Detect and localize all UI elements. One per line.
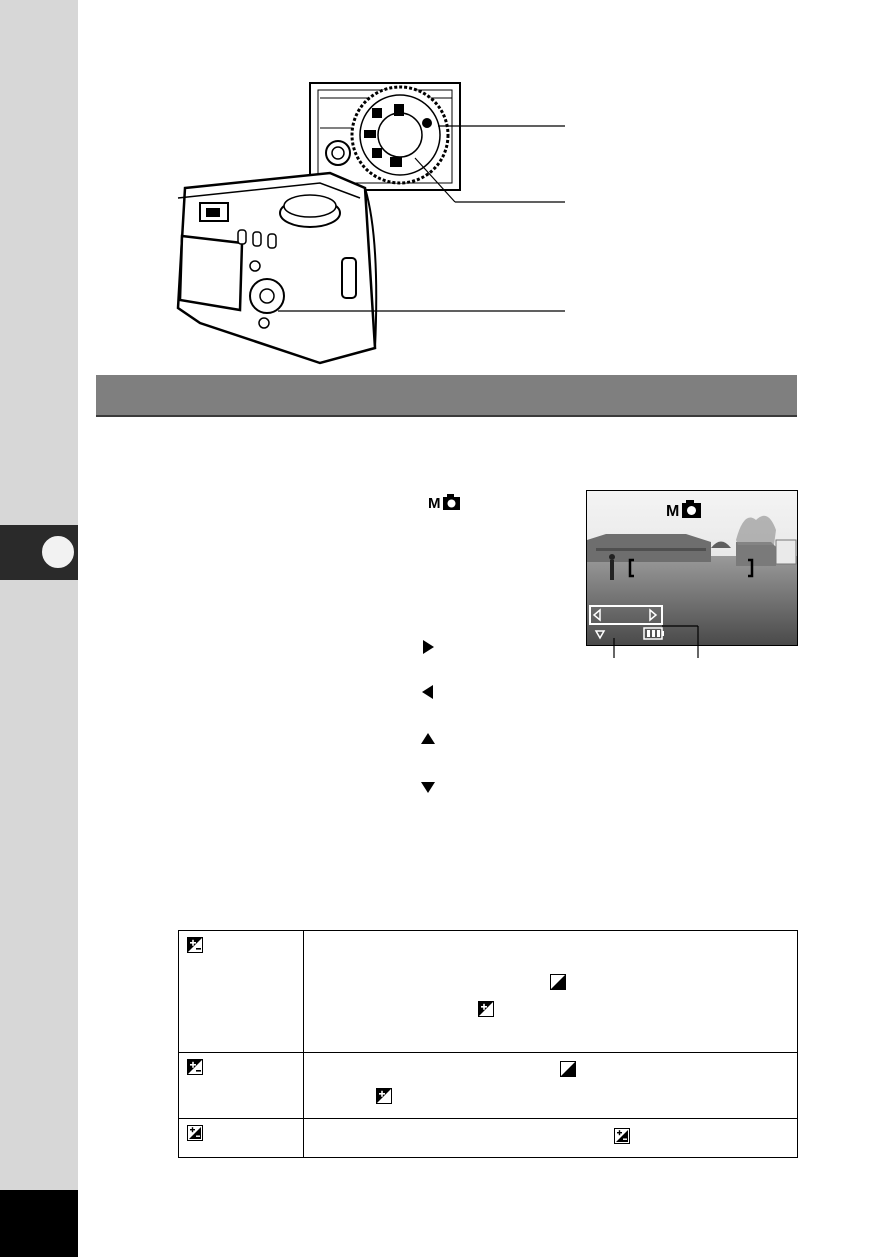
ev-bracket-icon — [614, 1128, 630, 1144]
triangle-left-icon — [418, 682, 438, 702]
table-row — [179, 931, 798, 1053]
ev-minus-icon — [187, 1059, 203, 1075]
camera-illustration — [160, 78, 580, 368]
table-row — [179, 1119, 798, 1158]
ev-plus-icon — [478, 1001, 494, 1017]
ev-plus-icon — [187, 937, 203, 953]
section-heading-bar — [96, 375, 797, 417]
ev-bracket-icon — [187, 1125, 203, 1141]
ev-minus-icon — [560, 1061, 576, 1077]
chapter-tab-circle — [40, 534, 76, 570]
lcd-leader-lines — [586, 620, 798, 660]
manual-camera-icon — [428, 492, 462, 512]
ev-minus-icon — [550, 974, 566, 990]
left-margin-strip — [0, 0, 78, 1257]
exposure-table — [178, 930, 798, 1158]
triangle-down-icon — [418, 777, 438, 797]
table-row — [179, 1053, 798, 1119]
svg-text:M: M — [666, 503, 680, 520]
ev-plus-icon — [376, 1088, 392, 1104]
triangle-right-icon — [418, 637, 438, 657]
triangle-up-icon — [418, 729, 438, 749]
page-footer-block — [0, 1190, 78, 1257]
svg-text:M: M — [428, 495, 441, 512]
